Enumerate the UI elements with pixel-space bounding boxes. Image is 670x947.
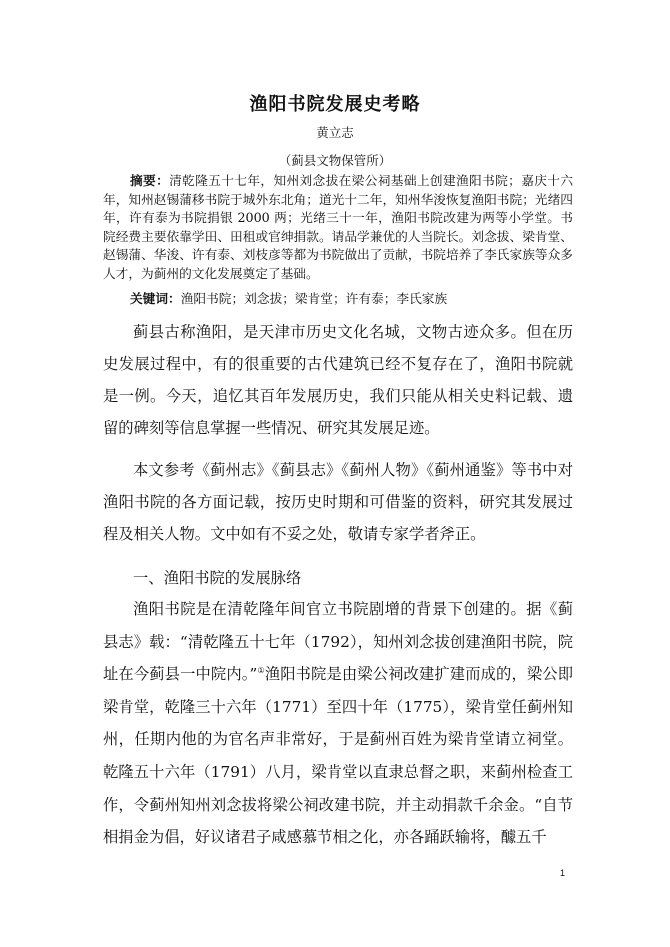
section-heading: 一、渔阳书院的发展脉络 bbox=[133, 569, 302, 587]
page-number: 1 bbox=[560, 868, 566, 878]
body-paragraph-2: 本文参考《蓟州志》《蓟县志》《蓟州人物》《蓟州通鉴》等书中对渔阳书院的各方面记载，按历史时期和可借鉴的资料，研究其发展过程及相关人物。文中如有不妥之处，敬请专家学者斧正。 bbox=[103, 461, 573, 543]
keywords-text: 渔阳书院；刘念拔；梁肯堂；许有泰；李氏家族 bbox=[180, 291, 448, 306]
author-name: 黄立志 bbox=[316, 125, 354, 140]
author-affiliation: （蓟县文物保管所） bbox=[278, 153, 392, 168]
body-paragraph-3 bbox=[103, 593, 573, 854]
abstract-label: 摘要： bbox=[130, 173, 170, 188]
paragraph-3-text-part-1: 渔阳书院是在清乾隆年间官立书院剧增的背景下创建的。据《蓟县志》载：“清乾隆五十七年（1792），知州刘念拔创建渔阳书院，院址在今蓟县一中院内。” bbox=[103, 600, 573, 684]
abstract-text: 清乾隆五十七年，知州刘念拔在梁公祠基础上创建渔阳书院；嘉庆十六年，知州赵锡蒲移书院于城外东北角；道光十二年，知州华浚恢复渔阳书院；光绪四年，许有泰为书院捐银 2000 两；光绪三十一年，渔阳书院改建为两等小学堂。书院经费主要依靠学田、田租或官绅捐款。请品学兼优的人当院长。刘念拔、梁肯堂、赵锡蒲、华浚、许有泰、刘枝彦等都为书院做出了贡献，书院培养了李氏家族等众多人才，为蓟州的文化发展奠定了基础。 bbox=[103, 173, 574, 281]
footnote-marker[interactable]: ① bbox=[257, 666, 265, 676]
keywords-label: 关键词： bbox=[130, 291, 181, 306]
page-title: 渔阳书院发展史考略 bbox=[249, 94, 421, 115]
body-paragraph-1: 蓟县古称渔阳，是天津市历史文化名城，文物古迹众多。但在历史发展过程中，有的很重要的古代建筑已经不复存在了，渔阳书院就是一例。今天，追忆其百年发展历史，我们只能从相关史料记载、遗留的碑刻等信息掌握一些情况、研究其发展足迹。 bbox=[103, 323, 573, 437]
keywords bbox=[103, 290, 573, 308]
paragraph-3-text-part-2: 渔阳书院是由梁公祠改建扩建而成的，梁公即梁肯堂，乾隆三十六年（1771）至四十年（1775），梁肯堂任蓟州知州，任期内他的为官名声非常好，于是蓟州百姓为梁肯堂请立祠堂。乾隆五十六年（1791）八月，梁肯堂以直隶总督之职，来蓟州检查工作，令蓟州知州刘念拔将梁公祠改建书院，并主动捐款千余金。“自节相捐金为倡，好议诸君子咸感慕节相之化，亦各踊跃输将，醵五千 bbox=[103, 665, 574, 847]
abstract bbox=[103, 172, 573, 284]
